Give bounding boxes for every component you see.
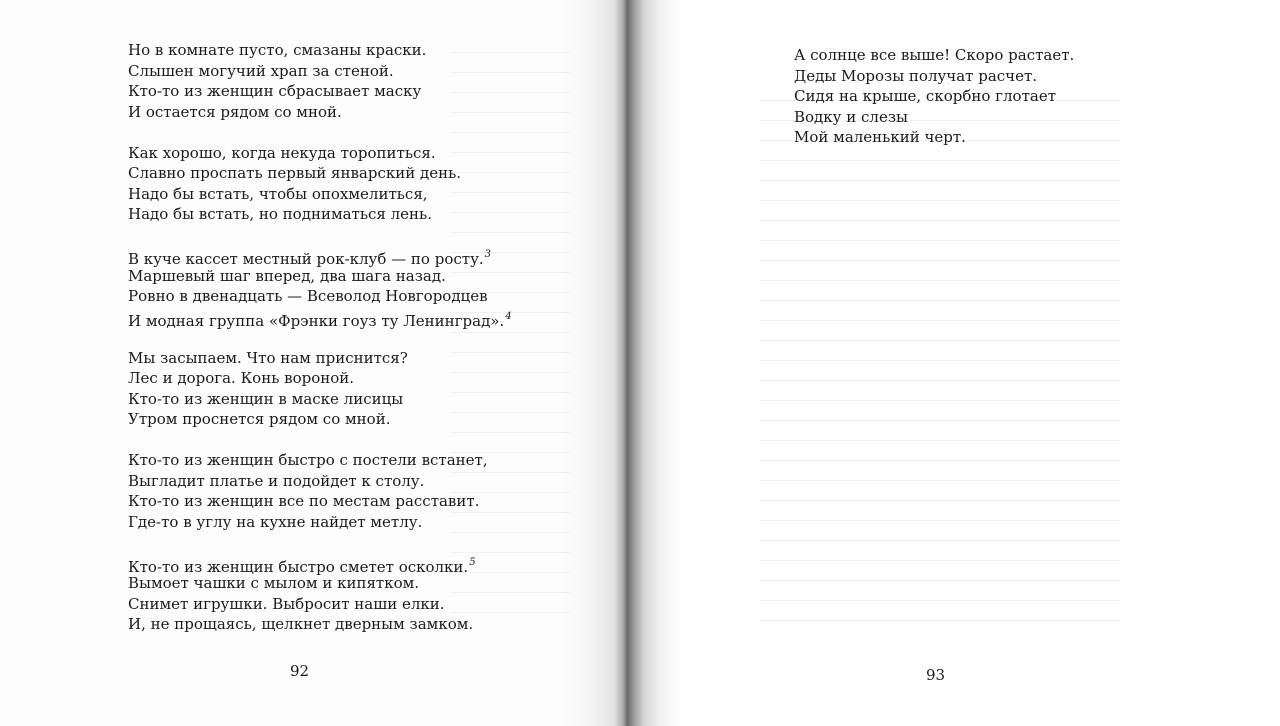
poem-line-text: Водку и слезы	[794, 107, 908, 126]
poem-line-text: В куче кассет местный рок-клуб — по росту.	[128, 250, 484, 268]
poem-text-left	[128, 40, 512, 655]
poem-line	[128, 368, 512, 389]
poem-line-text: Вымоет чашки с мылом и кипятком.	[128, 574, 420, 592]
poem-line	[128, 491, 512, 512]
poem-line-text: Сидя на крыше, скорбно глотает	[794, 87, 1056, 105]
book-gutter-shadow	[560, 0, 710, 726]
poem-line	[128, 389, 512, 410]
poem-line-text: И остается рядом со мной.	[128, 102, 342, 121]
footnote-marker: 4	[505, 310, 512, 322]
poem-line	[128, 614, 512, 635]
poem-line	[128, 471, 512, 492]
poem-line	[128, 512, 512, 533]
poem-line-text: Лес и дорога. Конь вороной.	[128, 369, 355, 387]
poem-line-text: Мой маленький черт.	[794, 128, 966, 146]
poem-line-text: А солнце все выше! Скоро растает.	[794, 46, 1075, 64]
poem-line	[794, 127, 1074, 148]
poem-line	[794, 45, 1074, 66]
poem-line-text: Кто-то из женщин быстро с постели встанет,	[128, 451, 488, 469]
poem-line	[794, 107, 1074, 128]
poem-line	[128, 61, 512, 82]
poem-line-text: Снимет игрушки. Выбросит наши елки.	[128, 594, 445, 613]
poem-line-text: Ровно в двенадцать — Всеволод Новгородцев	[128, 287, 488, 305]
page-number-right: 93	[926, 666, 946, 684]
poem-line	[128, 594, 512, 615]
poem-text-right	[794, 45, 1074, 168]
bleed-through-right	[760, 100, 1120, 640]
poem-line-text: Славно проспать первый январский день.	[128, 164, 462, 182]
stanza	[128, 553, 512, 635]
poem-line-text: Где-то в углу на кухне найдет метлу.	[128, 512, 423, 531]
footnote-marker: 5	[469, 556, 476, 568]
poem-line-text: Утром проснется рядом со мной.	[128, 410, 391, 428]
poem-line	[128, 266, 512, 287]
poem-line	[794, 66, 1074, 87]
poem-line	[128, 573, 512, 594]
poem-line-text: Деды Морозы получат расчет.	[794, 66, 1038, 85]
poem-line	[128, 409, 512, 430]
stanza	[128, 143, 512, 225]
poem-line	[128, 348, 512, 369]
poem-line-text: Надо бы встать, чтобы опохмелиться,	[128, 184, 428, 203]
poem-line-text: И, не прощаясь, щелкнет дверным замком.	[128, 615, 474, 633]
stanza	[128, 40, 512, 122]
poem-line-text: Но в комнате пусто, смазаны краски.	[128, 41, 427, 59]
poem-line	[128, 245, 512, 266]
poem-line-text: Кто-то из женщин сбрасывает маску	[128, 82, 422, 100]
poem-line-text: Надо бы встать, но подниматься лень.	[128, 205, 432, 223]
poem-line	[128, 81, 512, 102]
poem-line-text: Мы засыпаем. Что нам приснится?	[128, 348, 408, 367]
footnote-marker: 3	[484, 249, 492, 260]
poem-line-text: Слышен могучий храп за стеной.	[128, 61, 394, 80]
poem-line	[794, 86, 1074, 107]
poem-line-text: Кто-то из женщин в маске лисицы	[128, 389, 404, 408]
poem-line	[128, 286, 512, 307]
poem-line-text: Кто-то из женщин быстро сметет осколки.	[128, 557, 469, 576]
poem-line-text: Выгладит платье и подойдет к столу.	[128, 471, 425, 490]
stanza	[128, 450, 512, 532]
poem-line-text: Как хорошо, когда некуда торопиться.	[128, 143, 436, 162]
stanza	[128, 348, 512, 430]
poem-line	[128, 450, 512, 471]
poem-line	[128, 307, 512, 328]
page-number-left: 92	[290, 662, 310, 680]
poem-line	[128, 163, 512, 184]
poem-line	[128, 204, 512, 225]
poem-line	[128, 40, 512, 61]
poem-line	[128, 553, 512, 574]
poem-line	[128, 102, 512, 123]
poem-line-text: Кто-то из женщин все по местам расставит.	[128, 492, 480, 510]
poem-line	[128, 143, 512, 164]
poem-line	[128, 184, 512, 205]
poem-line-text: И модная группа «Фрэнки гоуз ту Ленинград».	[128, 311, 505, 330]
stanza	[794, 45, 1074, 148]
poem-line-text: Маршевый шаг вперед, два шага назад.	[128, 266, 446, 285]
stanza	[128, 245, 512, 330]
